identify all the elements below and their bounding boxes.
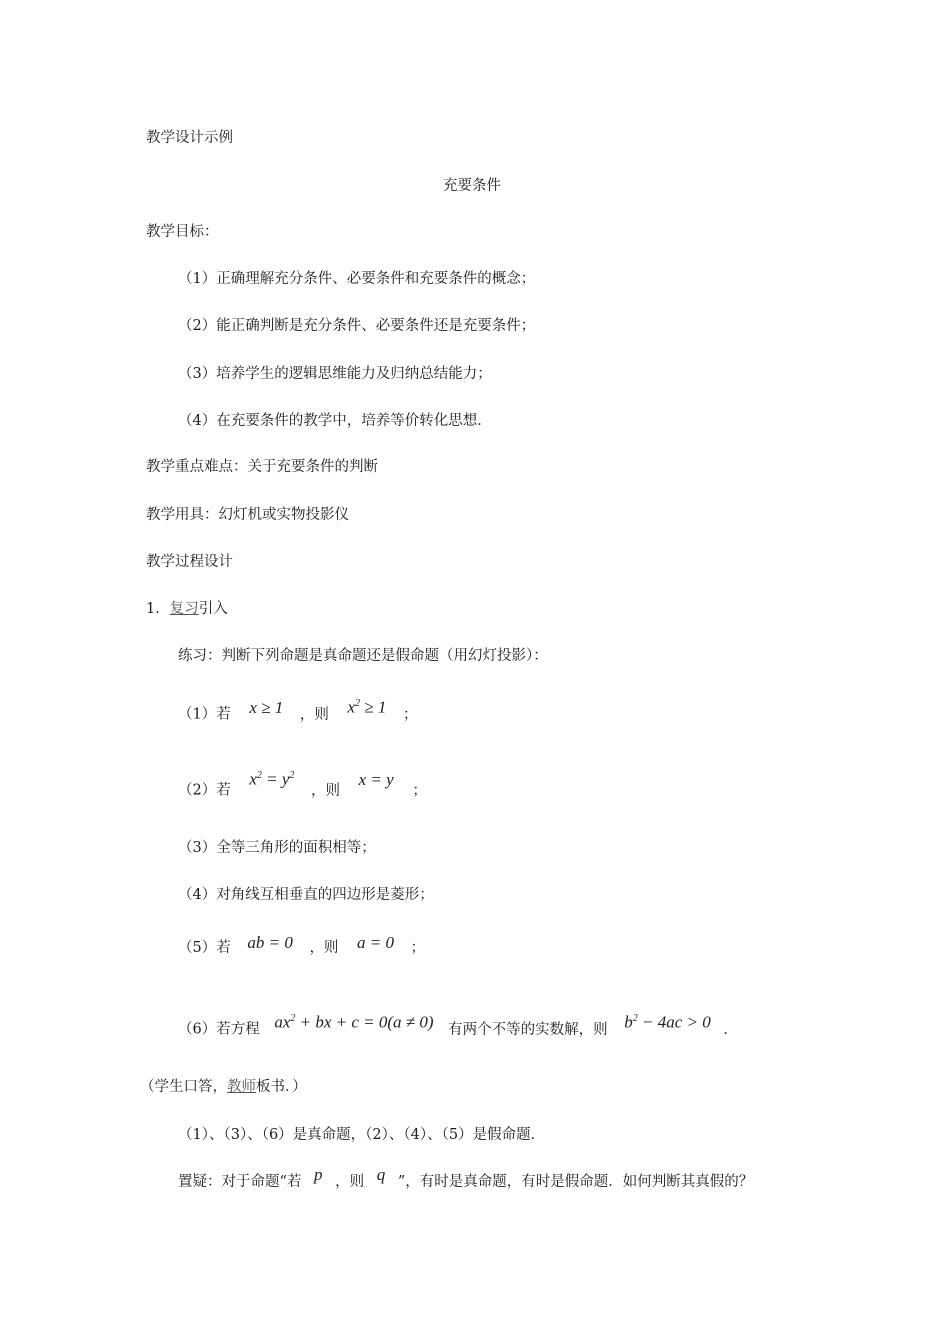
- item-label: （1）若: [178, 706, 231, 723]
- doc-title: 充要条件: [443, 178, 501, 194]
- math-q: q: [376, 1165, 386, 1184]
- math-x2-ge-1: $x^2 \ge 1$: [347, 697, 387, 717]
- end-punct: ；: [410, 940, 426, 956]
- math-quadratic-equation: $ax^2$ + bx + c = 0(a ≠ 0): [274, 1012, 434, 1032]
- then-text: ，则: [311, 782, 341, 799]
- review-link[interactable]: 复习: [169, 601, 199, 617]
- key-points: 教学重点难点：关于充要条件的判断: [146, 459, 378, 475]
- math-discriminant-positive: $b^2 - 4ac > 0$: [624, 1012, 711, 1032]
- student-answer-note: （学生口答，教师板书．）: [140, 1079, 307, 1095]
- process-heading: 教学过程设计: [146, 554, 233, 570]
- teacher-link[interactable]: 教师: [227, 1079, 256, 1095]
- item-label: （5）若: [178, 940, 231, 956]
- exercise-item-6: [178, 1012, 738, 1040]
- exercise-item-4: （4）对角线互相垂直的四边形是菱形；: [178, 887, 434, 903]
- answer-result: （1）、（3）、（6）是真命题，（2）、（4）、（5）是假命题．: [178, 1127, 546, 1143]
- exercise-item-3: （3）全等三角形的面积相等；: [178, 840, 376, 856]
- item-label: （6）若方程: [178, 1021, 260, 1038]
- item-label: （2）若: [178, 782, 231, 799]
- math-a-eq-0: a = 0: [357, 933, 395, 952]
- math-x2-eq-y2: $x^2 = y^2$: [249, 769, 295, 789]
- exercise-item-2: [178, 769, 427, 801]
- goals-heading: 教学目标：: [146, 224, 219, 240]
- math-x-ge-1: x ≥ 1: [249, 697, 284, 717]
- end-punct: ；: [402, 706, 418, 723]
- math-x-eq-y: x = y: [358, 769, 394, 789]
- exercise-intro: 练习：判断下列命题是真命题还是假命题（用幻灯投影）：: [178, 648, 548, 664]
- question-paragraph: 置疑：对于命题“若 p ，则 q ”，有时是真命题，有时是假命题．如何判断其真假的？: [178, 1165, 754, 1190]
- section-number: 1．: [146, 601, 170, 617]
- goal-item: （4）在充要条件的教学中，培养等价转化思想．: [178, 413, 492, 429]
- goal-item: （2）能正确判断是充分条件、必要条件还是充要条件；: [178, 318, 536, 334]
- end-punct: ；: [412, 782, 427, 799]
- condition-text: 有两个不等的实数解，则: [448, 1021, 608, 1038]
- section-1-heading: [146, 599, 228, 619]
- math-ab-eq-0: ab = 0: [247, 933, 293, 952]
- then-text: ，则: [309, 940, 339, 956]
- teaching-tools: 教学用具：幻灯机或实物投影仪: [146, 507, 349, 523]
- goal-item: （1）正确理解充分条件、必要条件和充要条件的概念；: [178, 271, 536, 287]
- math-p: p: [314, 1165, 323, 1184]
- doc-header: 教学设计示例: [146, 130, 233, 146]
- exercise-item-5: [178, 933, 426, 958]
- then-text: ，则: [299, 706, 329, 723]
- exercise-item-1: [178, 697, 418, 725]
- end-punct: ．: [723, 1021, 738, 1038]
- section-rest: 引入: [198, 601, 228, 617]
- goal-item: （3）培养学生的逻辑思维能力及归纳总结能力；: [178, 366, 492, 382]
